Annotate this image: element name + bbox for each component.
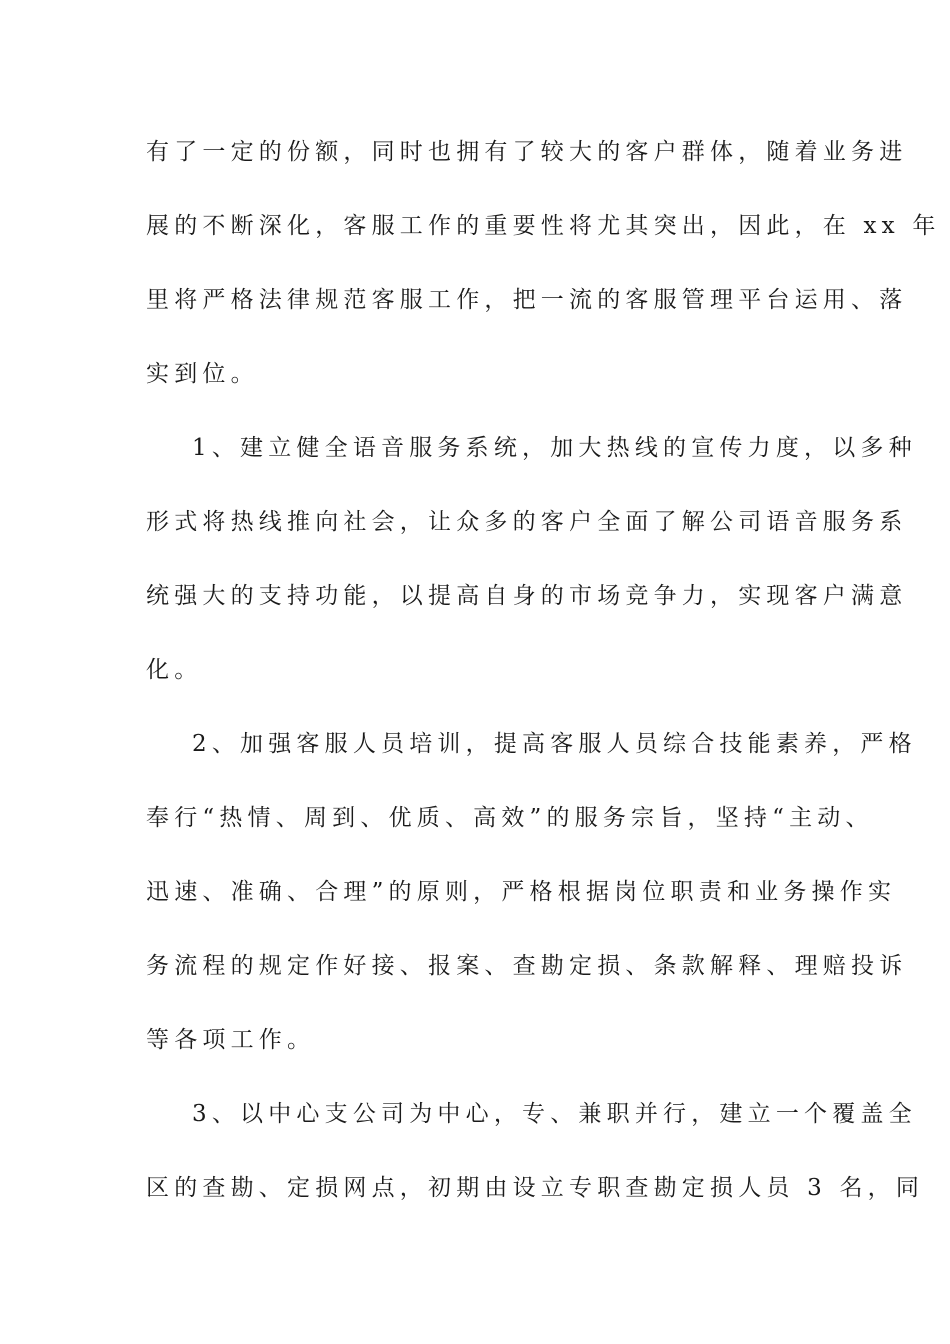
paragraph-line: 区的查勘、定损网点，初期由设立专职查勘定损人员 3 名，同 [146,1175,925,1201]
paragraph-line: 迅速、准确、合理”的原则，严格根据岗位职责和业务操作实 [146,879,897,905]
paragraph-line: 形式将热线推向社会，让众多的客户全面了解公司语音服务系 [146,509,908,535]
paragraph-line: 务流程的规定作好接、报案、查勘定损、条款解释、理赔投诉 [146,953,908,979]
paragraph-line: 等各项工作。 [146,1027,316,1053]
paragraph-line: 展的不断深化，客服工作的重要性将尤其突出，因此，在 xx 年 [146,213,941,239]
paragraph-line: 化。 [146,657,203,683]
list-item-3-line: 3、以中心支公司为中心，专、兼职并行，建立一个覆盖全 [192,1101,917,1127]
list-item-1-line: 1、建立健全语音服务系统，加大热线的宣传力度，以多种 [192,435,917,461]
paragraph-line: 里将严格法律规范客服工作，把一流的客服管理平台运用、落 [146,287,908,313]
paragraph-line: 实到位。 [146,361,259,387]
paragraph-line: 有了一定的份额，同时也拥有了较大的客户群体，随着业务进 [146,139,908,165]
list-item-2-line: 2、加强客服人员培训，提高客服人员综合技能素养，严格 [192,731,917,757]
paragraph-line: 奉行“热情、周到、优质、高效”的服务宗旨，坚持“主动、 [146,805,874,831]
paragraph-line: 统强大的支持功能，以提高自身的市场竞争力，实现客户满意 [146,583,908,609]
